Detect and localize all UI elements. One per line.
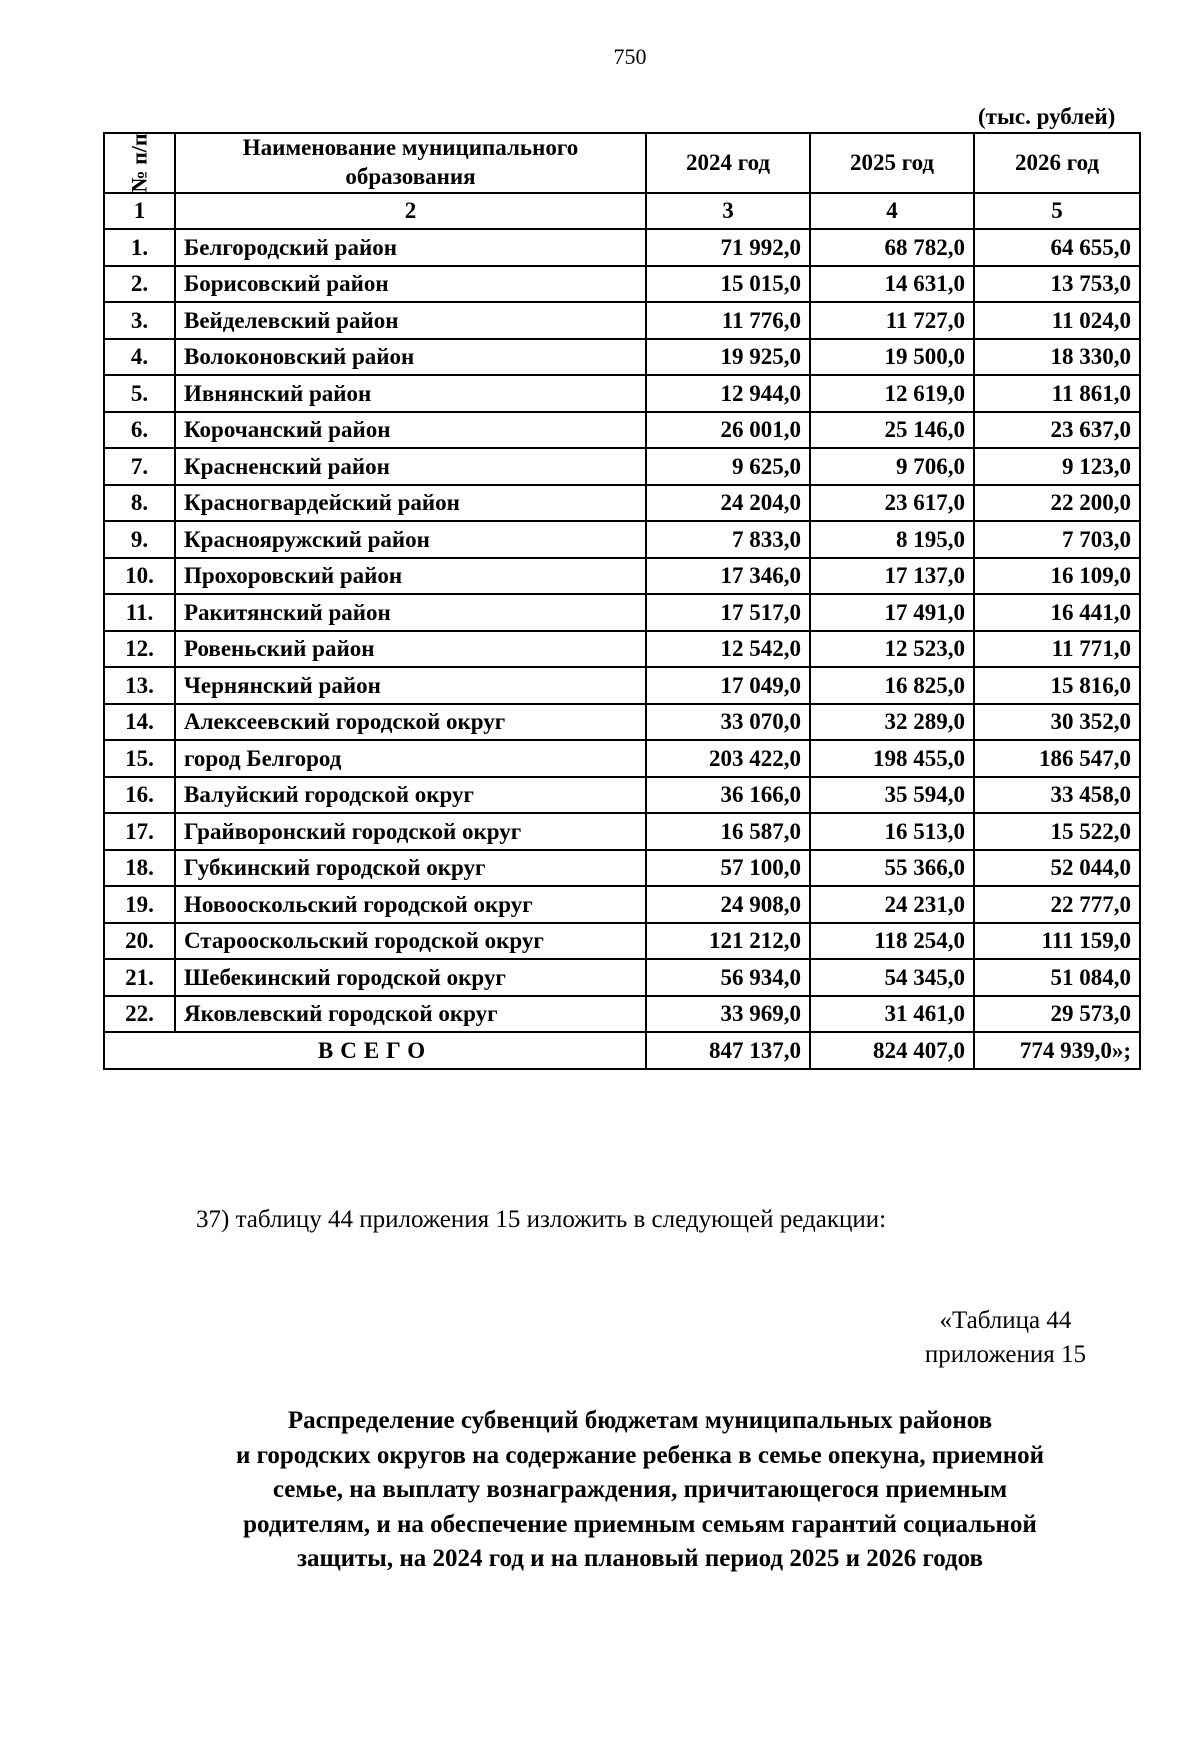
value-2026: 29 573,0	[974, 996, 1140, 1033]
value-2025: 11 727,0	[810, 302, 974, 339]
table-row	[104, 740, 1140, 777]
value-2025: 55 366,0	[810, 850, 974, 887]
value-2024: 121 212,0	[646, 923, 810, 960]
row-number: 20.	[104, 923, 175, 960]
value-2025: 32 289,0	[810, 704, 974, 741]
row-number: 13.	[104, 667, 175, 704]
row-number: 21.	[104, 959, 175, 996]
municipality-name: Валуйский городской округ	[175, 777, 646, 814]
row-number: 6.	[104, 412, 175, 449]
table-row	[104, 375, 1140, 412]
row-number: 17.	[104, 813, 175, 850]
municipality-name: Ракитянский район	[175, 594, 646, 631]
header-2026: 2026 год	[974, 133, 1140, 193]
row-number: 10.	[104, 558, 175, 595]
header-2025: 2025 год	[810, 133, 974, 193]
value-2025: 12 523,0	[810, 631, 974, 668]
value-2026: 16 109,0	[974, 558, 1140, 595]
value-2026: 22 200,0	[974, 485, 1140, 522]
row-number: 18.	[104, 850, 175, 887]
value-2026: 23 637,0	[974, 412, 1140, 449]
row-number: 16.	[104, 777, 175, 814]
value-2026: 13 753,0	[974, 266, 1140, 303]
table-body	[104, 229, 1140, 1032]
value-2025: 16 513,0	[810, 813, 974, 850]
header-2024: 2024 год	[646, 133, 810, 193]
table-row	[104, 667, 1140, 704]
table-header-row	[104, 133, 1140, 193]
municipality-name: Алексеевский городской округ	[175, 704, 646, 741]
value-2025: 14 631,0	[810, 266, 974, 303]
value-2025: 8 195,0	[810, 521, 974, 558]
row-number: 11.	[104, 594, 175, 631]
value-2024: 15 015,0	[646, 266, 810, 303]
value-2026: 33 458,0	[974, 777, 1140, 814]
title-line: Распределение субвенций бюджетам муниципальных районов	[287, 1407, 993, 1434]
value-2026: 15 816,0	[974, 667, 1140, 704]
document-title	[140, 1404, 1140, 1577]
municipality-name: город Белгород	[175, 740, 646, 777]
value-2026: 11 771,0	[974, 631, 1140, 668]
title-line: защиты, на 2024 год и на плановый период 2025 и 2026 годов	[296, 1545, 984, 1572]
value-2025: 68 782,0	[810, 229, 974, 266]
municipality-name: Ровеньский район	[175, 631, 646, 668]
municipality-name: Красногвардейский район	[175, 485, 646, 522]
value-2024: 16 587,0	[646, 813, 810, 850]
value-2024: 56 934,0	[646, 959, 810, 996]
value-2024: 71 992,0	[646, 229, 810, 266]
row-number: 1.	[104, 229, 175, 266]
row-number: 15.	[104, 740, 175, 777]
value-2026: 51 084,0	[974, 959, 1140, 996]
column-number: 3	[646, 193, 810, 230]
units-label: (тыс. рублей)	[978, 104, 1116, 129]
table-row	[104, 813, 1140, 850]
value-2024: 7 833,0	[646, 521, 810, 558]
row-number: 22.	[104, 996, 175, 1033]
value-2026: 111 159,0	[974, 923, 1140, 960]
value-2025: 35 594,0	[810, 777, 974, 814]
value-2024: 36 166,0	[646, 777, 810, 814]
header-name: Наименование муниципального образования	[175, 133, 646, 193]
table-row	[104, 266, 1140, 303]
table-row	[104, 521, 1140, 558]
value-2024: 17 517,0	[646, 594, 810, 631]
value-2024: 17 049,0	[646, 667, 810, 704]
table-row	[104, 448, 1140, 485]
total-2026: 774 939,0»;	[974, 1032, 1140, 1069]
row-number: 19.	[104, 886, 175, 923]
header-num: № п/п	[104, 133, 175, 193]
value-2025: 31 461,0	[810, 996, 974, 1033]
page-number: 750	[613, 44, 647, 69]
municipality-name: Новооскольский городской округ	[175, 886, 646, 923]
municipality-name: Краснояружский район	[175, 521, 646, 558]
value-2024: 33 070,0	[646, 704, 810, 741]
column-numbers-row	[104, 193, 1140, 230]
municipality-name: Красненский район	[175, 448, 646, 485]
value-2025: 23 617,0	[810, 485, 974, 522]
value-2025: 118 254,0	[810, 923, 974, 960]
row-number: 14.	[104, 704, 175, 741]
value-2024: 33 969,0	[646, 996, 810, 1033]
column-number: 1	[104, 193, 175, 230]
value-2024: 19 925,0	[646, 339, 810, 376]
table-row	[104, 704, 1140, 741]
table-row	[104, 631, 1140, 668]
value-2024: 24 204,0	[646, 485, 810, 522]
value-2026: 11 861,0	[974, 375, 1140, 412]
value-2025: 9 706,0	[810, 448, 974, 485]
value-2024: 17 346,0	[646, 558, 810, 595]
value-2024: 57 100,0	[646, 850, 810, 887]
subventions-table	[103, 132, 1141, 1070]
value-2025: 19 500,0	[810, 339, 974, 376]
municipality-name: Волоконовский район	[175, 339, 646, 376]
municipality-name: Борисовский район	[175, 266, 646, 303]
table-row	[104, 850, 1140, 887]
row-number: 3.	[104, 302, 175, 339]
municipality-name: Шебекинский городской округ	[175, 959, 646, 996]
value-2025: 54 345,0	[810, 959, 974, 996]
column-number: 5	[974, 193, 1140, 230]
value-2025: 24 231,0	[810, 886, 974, 923]
municipality-name: Корочанский район	[175, 412, 646, 449]
municipality-name: Грайворонский городской округ	[175, 813, 646, 850]
municipality-name: Старооскольский городской округ	[175, 923, 646, 960]
row-number: 12.	[104, 631, 175, 668]
value-2024: 24 908,0	[646, 886, 810, 923]
table-row	[104, 996, 1140, 1033]
total-2024: 847 137,0	[646, 1032, 810, 1069]
column-number: 4	[810, 193, 974, 230]
municipality-name: Чернянский район	[175, 667, 646, 704]
row-number: 8.	[104, 485, 175, 522]
municipality-name: Ивнянский район	[175, 375, 646, 412]
value-2026: 64 655,0	[974, 229, 1140, 266]
value-2025: 25 146,0	[810, 412, 974, 449]
table-reference-line: «Таблица 44	[939, 1307, 1072, 1334]
value-2025: 198 455,0	[810, 740, 974, 777]
row-number: 4.	[104, 339, 175, 376]
value-2026: 7 703,0	[974, 521, 1140, 558]
value-2024: 11 776,0	[646, 302, 810, 339]
column-number: 2	[175, 193, 646, 230]
row-number: 9.	[104, 521, 175, 558]
total-row	[104, 1032, 1140, 1069]
table-row	[104, 923, 1140, 960]
instruction-text: 37) таблицу 44 приложения 15 изложить в следующей редакции:	[196, 1206, 887, 1233]
municipality-name: Вейделевский район	[175, 302, 646, 339]
table-row	[104, 339, 1140, 376]
value-2026: 30 352,0	[974, 704, 1140, 741]
value-2026: 186 547,0	[974, 740, 1140, 777]
table-row	[104, 594, 1140, 631]
value-2026: 22 777,0	[974, 886, 1140, 923]
value-2026: 15 522,0	[974, 813, 1140, 850]
title-line: семье, на выплату вознаграждения, причитающегося приемным	[272, 1476, 1008, 1503]
table-row	[104, 412, 1140, 449]
value-2026: 18 330,0	[974, 339, 1140, 376]
municipality-name: Белгородский район	[175, 229, 646, 266]
table-reference-line: приложения 15	[924, 1340, 1086, 1368]
row-number: 7.	[104, 448, 175, 485]
table-row	[104, 886, 1140, 923]
table-row	[104, 302, 1140, 339]
value-2024: 12 542,0	[646, 631, 810, 668]
municipality-name: Прохоровский район	[175, 558, 646, 595]
title-line: и городских округов на содержание ребенка в семье опекуна, приемной	[235, 1441, 1045, 1469]
value-2024: 26 001,0	[646, 412, 810, 449]
value-2026: 9 123,0	[974, 448, 1140, 485]
value-2026: 11 024,0	[974, 302, 1140, 339]
row-number: 5.	[104, 375, 175, 412]
table-row	[104, 485, 1140, 522]
value-2025: 12 619,0	[810, 375, 974, 412]
table-reference	[925, 1304, 1086, 1372]
value-2024: 203 422,0	[646, 740, 810, 777]
value-2024: 12 944,0	[646, 375, 810, 412]
title-line: родителям, и на обеспечение приемным семьям гарантий социальной	[243, 1510, 1037, 1538]
value-2025: 16 825,0	[810, 667, 974, 704]
table-row	[104, 558, 1140, 595]
value-2025: 17 491,0	[810, 594, 974, 631]
municipality-name: Яковлевский городской округ	[175, 996, 646, 1033]
total-2025: 824 407,0	[810, 1032, 974, 1069]
value-2024: 9 625,0	[646, 448, 810, 485]
value-2026: 16 441,0	[974, 594, 1140, 631]
table-row	[104, 229, 1140, 266]
value-2026: 52 044,0	[974, 850, 1140, 887]
table-row	[104, 777, 1140, 814]
row-number: 2.	[104, 266, 175, 303]
table-row	[104, 959, 1140, 996]
municipality-name: Губкинский городской округ	[175, 850, 646, 887]
total-label: ВСЕГО	[104, 1032, 646, 1069]
value-2025: 17 137,0	[810, 558, 974, 595]
